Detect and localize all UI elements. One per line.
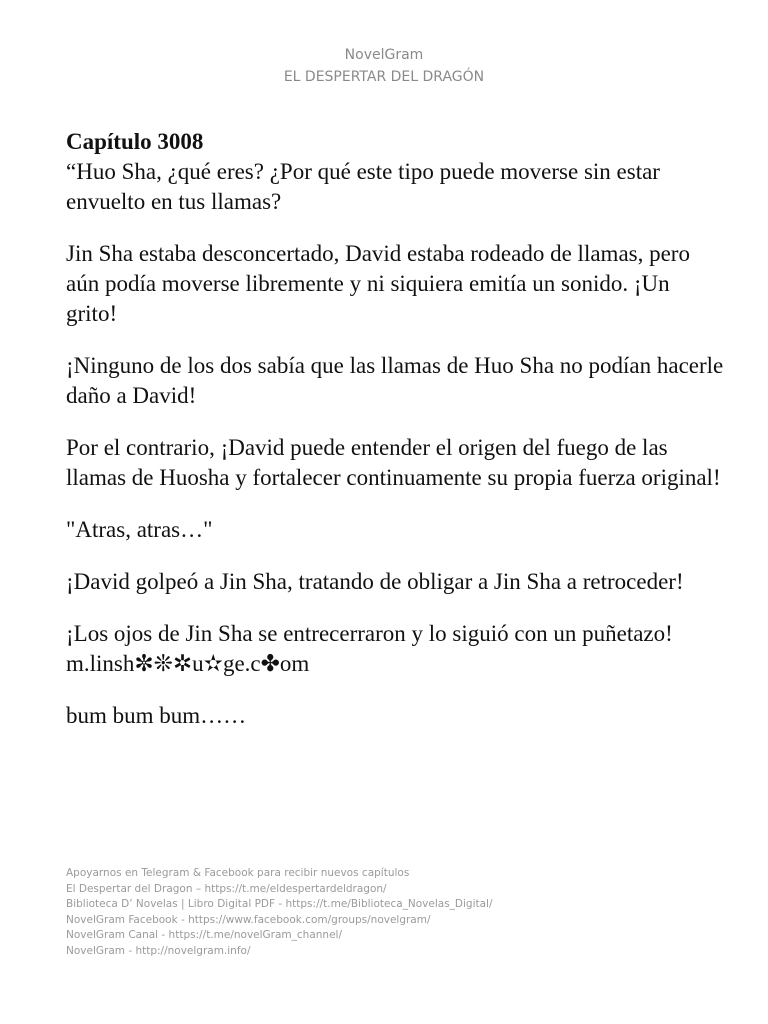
chapter-content [66,127,726,753]
footer-line: NovelGram - http://novelgram.info/ [66,944,251,957]
book-title: EL DESPERTAR DEL DRAGÓN [283,69,485,85]
paragraph: ¡David golpeó a Jin Sha, tratando de obligar a Jin Sha a retroceder! [66,569,684,594]
chapter-title: Capítulo 3008 [66,129,204,154]
paragraph: ¡Los ojos de Jin Sha se entrecerraron y lo siguió con un puñetazo! m.linsh✼❊✲u✫ge.c✤om [66,621,673,676]
page-footer [66,866,726,959]
paragraph: bum bum bum…… [66,703,247,728]
app-name: NovelGram [344,47,424,63]
paragraph: “Huo Sha, ¿qué eres? ¿Por qué este tipo puede moverse sin estar envuelto en tus llamas? [66,159,660,214]
paragraph: Jin Sha estaba desconcertado, David estaba rodeado de llamas, pero aún podía moverse libremente y ni siquiera emitía un sonido. ¡Un grito! [66,241,690,326]
footer-line: El Despertar del Dragon – https://t.me/eldespertardeldragon/ [66,882,387,895]
page-header [0,44,768,88]
footer-line: Biblioteca D’ Novelas | Libro Digital PDF - https://t.me/Biblioteca_Novelas_Digital/ [66,898,493,910]
footer-line: NovelGram Canal - https://t.me/novelGram_channel/ [66,929,342,941]
paragraph: "Atras, atras…" [66,517,213,542]
paragraph: Por el contrario, ¡David puede entender el origen del fuego de las llamas de Huosha y fortalecer continuamente su propia fuerza original! [66,435,721,490]
paragraph: ¡Ninguno de los dos sabía que las llamas de Huo Sha no podían hacerle daño a David! [66,353,724,408]
footer-line: NovelGram Facebook - https://www.facebook.com/groups/novelgram/ [66,913,431,926]
footer-line: Apoyarnos en Telegram & Facebook para recibir nuevos capítulos [66,867,410,879]
